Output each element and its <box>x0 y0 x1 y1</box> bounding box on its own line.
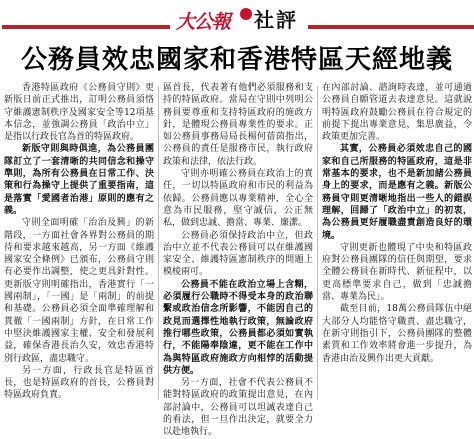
article-column-2 <box>163 82 313 438</box>
paragraph: 另一方面，社會不代表公務員不能對特區政府的政策提出意見，在內部討論中，公務員可以坦誠表達自己的看法，但一旦作出決定，就要全力以赴地執行。 <box>163 378 313 438</box>
header-rule-right <box>308 25 474 29</box>
paragraph: 守則全面明確「治治及興」的新階段，一方面社會各界對公務員的期待和要求越來越高，另一方面《維護國家安全條例》已頒布，公務員守則有必要作出調整，使之更具針對性。更新版守則明確指出，香港實行「一國兩制」，「一國」是「兩制」的前提和基礎。公務員必須全面準確理解和貫徹「一國兩制」方針，在日常工作中堅決維護國家主權、安全和發展利益，確保香港長治久安，效忠香港特別行政區，盡忠職守。 <box>4 218 154 364</box>
paragraph: 守則更新也體現了中央和特區政府對公務員團隊的信任與期望，要求全體公務員在新時代、新征程中，以更高標準要求自己，做到「忠誠擔當、專業為民」。 <box>322 242 472 303</box>
paragraph: 公務員必須保持政治中立，但政治中立並不代表公務員可以在維護國家安全、維護特區憲制秩序的問題上模棱兩可。 <box>163 230 313 278</box>
article-column-1 <box>4 82 154 404</box>
paragraph: 在內部討論、諮詢時表達，並可通過公務員自願管道去表達意見。這就說明特區政府鼓勵公務員在符合規定的前提下提出專業意見，集思廣益，令政策更加完善。 <box>322 83 472 143</box>
article-column-3 <box>322 82 472 404</box>
paragraph: 截至目前，18萬公務員隊伍中絕大部分人均能恪守職責、盡忠職守，在新守則指引下，公務員團隊的整體素質和工作效率將會進一步提升，為香港由治及興作出更大貢獻。 <box>322 304 472 364</box>
red-seal-icon <box>240 8 252 20</box>
paragraph: 守則亦明確公務員在政治上的責任，一切以特區政府和市民的利益為依歸。公務員應以專業精神，全心全意為市民服務，堅守誠信，公正無私，做到忠誠、擔當、專業、廉潔。 <box>163 169 313 229</box>
editorial-headline: 公務員效忠國家和香港特區天經地義 <box>20 45 453 75</box>
paragraph-emphasis: 其實，公務員必須效忠自己的國家和自己所服務的特區政府，這是非常基本的要求，也不是新加諸公務員身上的要求，而是應有之義。新版公務員守則更清晰地指出一些人的錯誤理解，回歸了「政治中立」的初衷，為公務員更好履職盡責創造良好的環境。 <box>322 144 472 241</box>
column-divider <box>158 86 159 400</box>
article-body <box>4 82 472 438</box>
section-title: 社評 <box>254 8 298 32</box>
header-rule-left <box>2 25 170 29</box>
paragraph: 區首長，代表著有他們必須服務和支持的特區政府。當局在守則中列明公務員要尊重和支持特區政府的施政方針，是體現公務員專業性的要求。正如公務員事務局局長楊何蓓茵指出，公務員的責任是服務市民，執行政府政策和法律，依法行政。 <box>163 83 313 167</box>
paragraph: 香港特區政府《公務員守則》更新版日前正式推出，訂明公務員須恪守維護憲制秩序及國家安全等12項基本信念，並強調公務員「政治中立」是指以行政長官為首的特區政府。 <box>4 83 154 143</box>
paragraph-emphasis: 公務員不能在政治立場上含糊，必須履行公職時不得受本身的政治聯繫或政治信念所影響，不能因自己的政見而選擇性地執行政策，無論政府推行哪些政策，公務員都必須如實執行，不能陽奉陰違，更不能在工作中為與特區政府施政方向相悖的活動提供方便。 <box>163 279 313 376</box>
masthead <box>0 0 474 40</box>
paragraph: 另一方面，行政長官是特區首長，也是特區政府的首長，公務員對特區政府負責。 <box>4 365 154 401</box>
logo-text: 大公報 <box>176 11 231 33</box>
ta-kung-pao-logo <box>176 8 238 36</box>
column-divider <box>317 86 318 400</box>
paragraph-emphasis: 新版守則與時俱進，為公務員團隊訂立了一套清晰的共同信念和操守準則，為所有公務員在日常工作、決策和行為操守上提供了重要指南，這是落實「愛國者治港」原則的應有之義。 <box>4 144 154 216</box>
